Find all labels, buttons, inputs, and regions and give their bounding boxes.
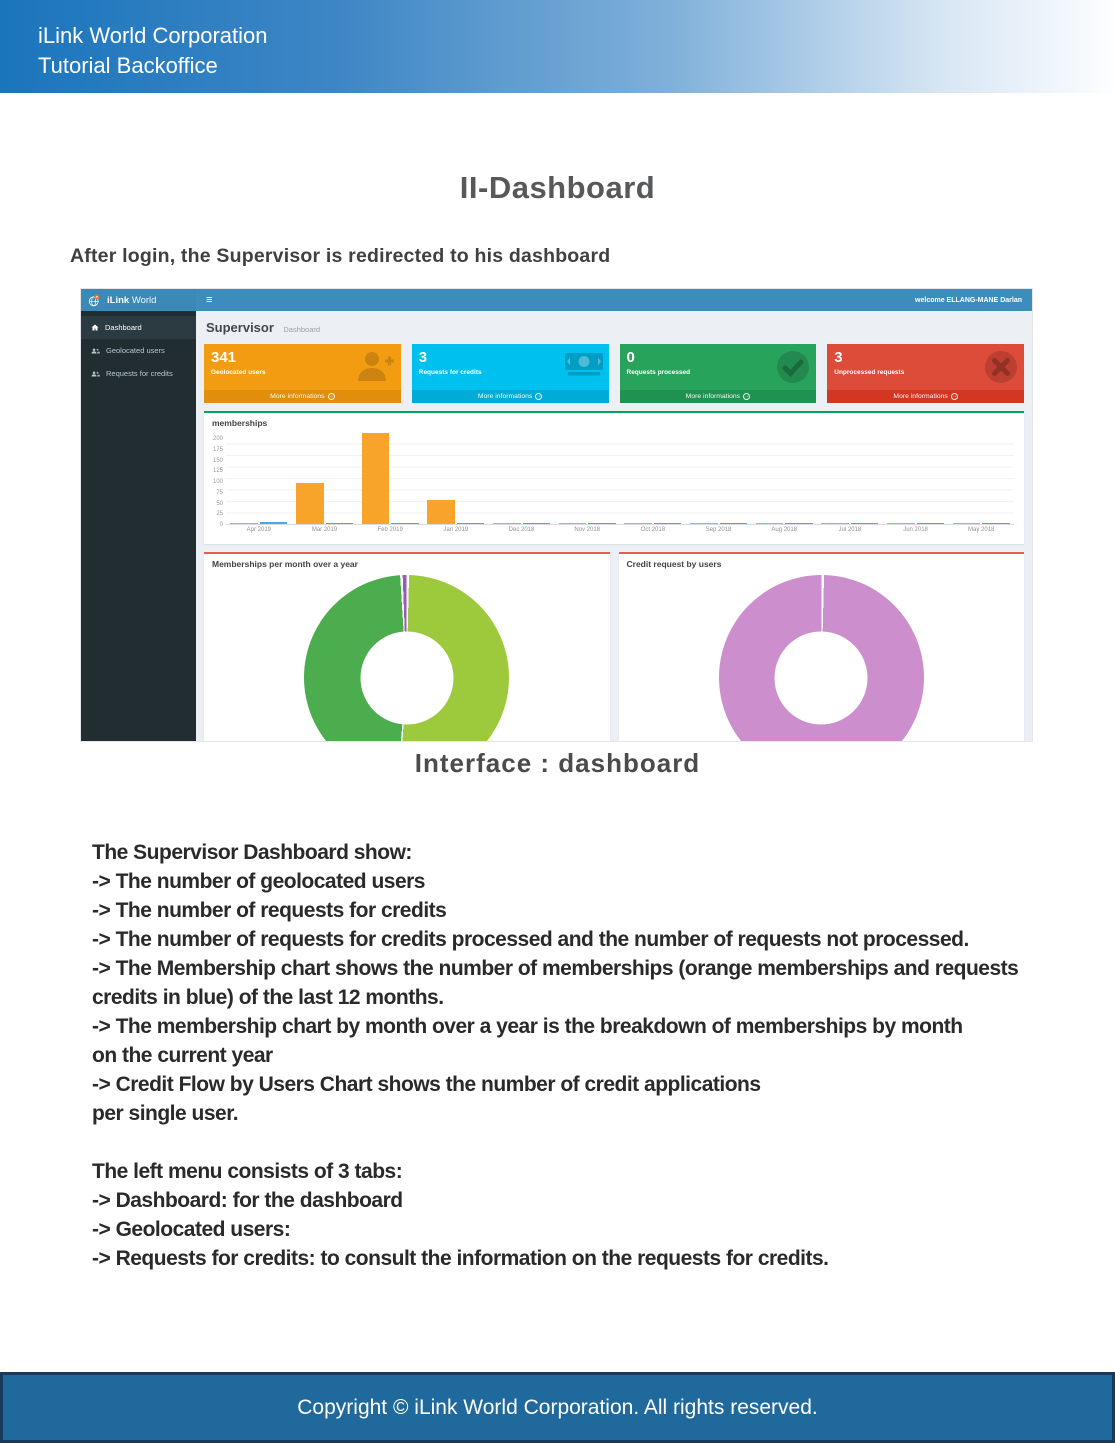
header-line1: iLink World Corporation [38,23,268,48]
x-tick-label: Dec 2018 [508,527,535,533]
body-paragraph-1 [92,838,1072,1128]
bar-memberships [821,523,849,524]
body-paragraph-2 [92,1157,1072,1273]
bar-requests-credits [785,523,813,524]
arrow-circle-icon: → [536,393,542,399]
y-tick-label: 75 [216,489,223,496]
document-footer [0,1372,1115,1443]
text-line: -> The number of requests for credits processed and the number of requests not processed. [92,928,969,951]
stat-value: 0 [626,349,635,366]
bar-group [686,433,752,524]
stat-value: 3 [834,349,843,366]
credit-requests-donut-chart [719,575,924,742]
users-icon [91,348,100,354]
text-line: The Supervisor Dashboard show: [92,841,412,864]
document-header [0,0,1115,93]
bar-memberships [427,500,455,524]
brand-text: iLink World [107,294,157,306]
bar-memberships [690,523,718,524]
donut-hole [775,631,868,724]
doc-title: II-Dashboard [459,170,656,205]
stat-label: Requests for credits [418,369,482,376]
bar-requests-credits [523,523,551,524]
stat-label: Requests processed [626,369,691,376]
text-line: -> Geolocated users: [92,1218,291,1241]
bar-group [620,433,686,524]
check-circle-icon [775,349,811,385]
memberships-donut-panel [204,552,610,742]
globe-logo-icon [88,294,101,307]
stat-card-geolocated-users [204,344,401,403]
x-tick-label: Nov 2018 [574,527,601,533]
x-tick-label: Mar 2019 [311,527,338,533]
bar-memberships [362,433,390,524]
bar-memberships [559,523,587,524]
arrow-circle-icon: → [328,393,334,399]
sidebar-item-geolocated-users[interactable] [81,339,196,362]
sidebar-item-requests-for-credits[interactable] [81,362,196,385]
stat-card-requests-processed [620,344,817,403]
main-content [196,311,1032,742]
bar-requests-credits [720,523,748,524]
bar-memberships [887,523,915,524]
menu-toggle-icon[interactable]: ≡ [206,293,213,306]
stat-cards-row [204,344,1024,403]
x-tick-label: May 2018 [968,527,995,533]
welcome-user-text[interactable]: welcome ELLANG-MANE Darlan [915,296,1022,304]
bar-memberships [624,523,652,524]
breadcrumb: Dashboard [283,325,321,334]
bar-group [292,433,358,524]
page-title: Supervisor [206,320,274,335]
y-tick-label: 125 [212,468,223,475]
panel-title: Memberships per month over a year [212,559,358,569]
navbar-strip [196,289,1032,311]
bar-requests-credits [391,523,419,524]
plot-area [226,433,1014,525]
bar-requests-credits [654,523,682,524]
y-tick-label: 150 [212,457,223,464]
bar-requests-credits [260,522,288,524]
memberships-donut-chart [304,575,509,742]
stat-card-unprocessed-requests [827,344,1024,403]
more-informations-link[interactable]: More informations → [620,390,817,403]
bar-group [554,433,620,524]
y-axis [210,433,226,528]
arrow-circle-icon: → [744,393,750,399]
arrow-circle-icon: → [951,393,957,399]
bar-requests-credits [457,523,485,524]
bar-requests-credits [326,523,354,524]
bar-group [423,433,489,524]
app-body [81,311,1032,742]
x-axis [226,527,1014,533]
text-line: -> The number of requests for credits [92,899,447,922]
x-circle-icon [983,349,1019,385]
bar-memberships [230,523,258,524]
bar-requests-credits [982,523,1010,524]
y-tick-label: 100 [212,479,223,485]
bar-memberships [493,523,521,524]
credit-requests-donut-panel [619,552,1025,742]
x-tick-label: Oct 2018 [640,527,666,533]
more-informations-link[interactable]: More informations → [204,390,401,403]
bar-group [751,433,817,524]
text-line: -> Requests for credits: to consult the information on the requests for credits. [92,1247,829,1270]
x-tick-label: Jun 2018 [903,527,928,533]
stat-label: Unprocessed requests [834,369,905,376]
bar-group [883,433,949,524]
dashboard-screenshot [80,288,1033,742]
bar-group [357,433,423,524]
more-informations-link[interactable]: More informations → [412,390,609,403]
text-line: -> The Membership chart shows the number of memberships (orange memberships and requests [92,957,1019,980]
sidebar [81,311,196,742]
text-line: -> Dashboard: for the dashboard [92,1189,403,1212]
y-tick-label: 25 [216,511,223,518]
x-tick-label: Jul 2018 [838,527,862,533]
bar-requests-credits [917,523,945,524]
doc-intro: After login, the Supervisor is redirected to his dashboard [70,245,611,267]
y-tick-label: 175 [212,446,223,453]
stat-card-requests-for-credits [412,344,609,403]
users-icon [91,371,100,377]
bar-group [226,433,292,524]
donut-hole [360,631,453,724]
text-line: on the current year [92,1044,273,1067]
text-line: per single user. [92,1102,239,1125]
bar-group [489,433,555,524]
bar-group [948,433,1014,524]
memberships-bar-chart [204,431,1024,528]
panel-title: Credit request by users [626,559,722,569]
bar-memberships [756,523,784,524]
panel-title: memberships [212,418,268,428]
copyright-text: Copyright © iLink World Corporation. All rights reserved. [297,1395,818,1419]
content-header [206,319,1024,337]
memberships-chart-panel [204,411,1024,544]
more-informations-link[interactable]: More informations → [827,390,1024,403]
bar-memberships [953,523,981,524]
home-icon [91,324,99,331]
x-tick-label: Apr 2019 [246,527,272,533]
user-plus-icon [356,349,396,383]
y-tick-label: 0 [219,522,223,528]
x-tick-label: Sep 2018 [705,527,732,533]
bar-group [817,433,883,524]
y-tick-label: 200 [212,436,223,442]
text-line: -> Credit Flow by Users Chart shows the number of credit applications [92,1073,761,1096]
stat-label: Geolocated users [211,369,266,376]
stat-value: 341 [211,349,237,366]
text-line: credits in blue) of the last 12 months. [92,986,444,1009]
y-tick-label: 50 [216,500,223,507]
sidebar-item-label: Geolocated users [106,346,165,355]
app-logo[interactable] [81,289,196,311]
x-tick-label: Aug 2018 [771,527,798,533]
bar-requests-credits [588,523,616,524]
text-line: -> The membership chart by month over a year is the breakdown of memberships by month [92,1015,963,1038]
text-line: The left menu consists of 3 tabs: [92,1160,403,1183]
bar-memberships [296,483,324,524]
screenshot-caption: Interface : dashboard [414,748,701,778]
money-icon [564,349,604,379]
sidebar-item-dashboard[interactable] [81,316,196,339]
bar-requests-credits [851,523,879,524]
stat-value: 3 [418,349,428,366]
sidebar-item-label: Requests for credits [106,369,173,378]
text-line: -> The number of geolocated users [92,870,425,893]
top-navbar [81,289,1032,311]
header-line2: Tutorial Backoffice [38,53,218,78]
donut-charts-row [204,552,1024,742]
sidebar-item-label: Dashboard [105,323,142,332]
x-tick-label: Jan 2019 [443,527,469,533]
x-tick-label: Feb 2019 [377,527,403,533]
